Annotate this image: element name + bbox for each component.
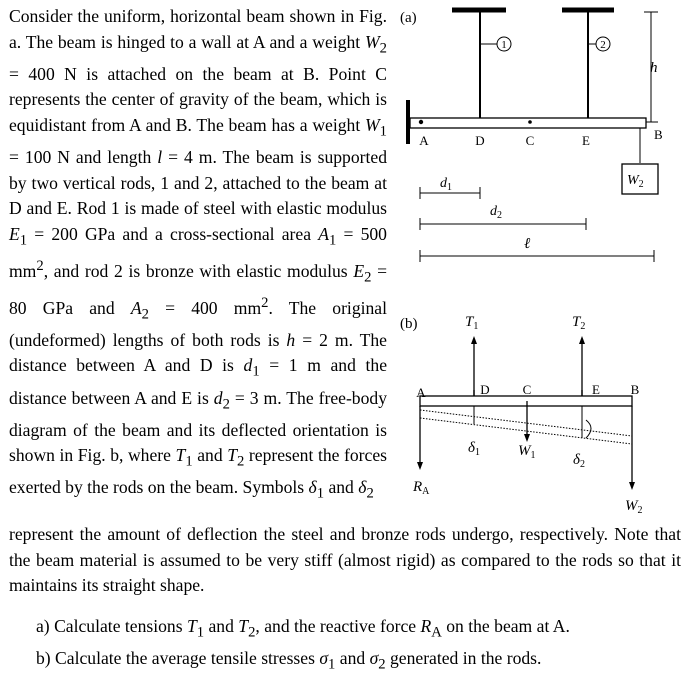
deflected-beam-top xyxy=(420,410,632,436)
delta2-label: $\delta_2$ xyxy=(573,452,585,470)
delta1-label: $\delta_1$ xyxy=(468,440,480,458)
t2-label: $T_2$ xyxy=(572,314,586,332)
rod-1-number: 1 xyxy=(501,39,507,51)
fbd-point-a-label: A xyxy=(416,385,426,400)
t1-label: $T_1$ xyxy=(465,314,479,332)
h-label: h xyxy=(650,60,658,76)
ra-label: $R_A$ xyxy=(413,479,430,497)
deflected-beam-bottom xyxy=(420,418,632,444)
fbd-beam xyxy=(420,396,632,406)
l-label: ℓ xyxy=(524,236,531,252)
d2-label: $d_2$ xyxy=(490,204,502,221)
w1-label: $W_1$ xyxy=(518,443,536,461)
weight-w2-label: $W_2$ xyxy=(627,173,644,190)
point-a-label: A xyxy=(419,133,429,148)
point-e-label: E xyxy=(582,133,590,148)
point-d-label: D xyxy=(475,133,485,148)
fbd-w2-label: $W_2$ xyxy=(625,498,643,516)
fbd-point-d-label: D xyxy=(480,382,490,397)
question-a: a) Calculate tensions $T_1$ and $T_2$, and the reactive force $R_A$ on the beam at A. xyxy=(36,616,570,641)
problem-intro: Consider the uniform, horizontal beam shown in Fig. a. The beam is hinged to a wall at A and a weight $W_2 = 400$ N is attached on the beam at B. Point C represents the center of gravity of the beam, which is equidistant from A and B. The beam has a weight $W_1 = 100$ N and length l = 4 m. The beam is supported by two vertical rods, 1 and 2, attached to the beam at D and E. Rod 1 is made of steel with elastic modulus $E_1 = 200$ GPa and a cross-sectional area $A_1 = 500$ $mm^2$, and rod 2 is bronze with elastic modulus $E_2 = 80$ GPa and $A_2 = 400$ $mm^2$. The original (undeformed) lengths of both rods is h = 2 m. The distance between A and D is $d_1 = 1$ m and the distance between A and E is $d_2 = 3$ m. The free-body diagram of the beam and its deflected orientation is shown in Fig. b, where $T_1$ and $T_2$ represent the forces exerted by the rods on the beam. Symbols $\delta_1$ and $\delta_2$ xyxy=(9,6,388,502)
center-of-gravity-dot xyxy=(528,120,532,124)
figure-a xyxy=(400,10,663,262)
figure-a-label: (a) xyxy=(400,10,417,26)
figure-b xyxy=(400,314,643,516)
point-b-label: B xyxy=(654,127,663,142)
fbd-point-b-label: B xyxy=(630,382,640,397)
question-b: b) Calculate the average tensile stresses $\sigma_1$ and $\sigma_2$ generated in the rods. xyxy=(36,648,542,673)
beam xyxy=(410,118,646,128)
figure-b-label: (b) xyxy=(400,316,418,332)
d1-label: $d_1$ xyxy=(440,176,452,193)
fbd-point-c-label: C xyxy=(522,382,532,397)
fbd-point-e-label: E xyxy=(592,382,600,397)
point-c-label: C xyxy=(525,133,535,148)
rod-2-number: 2 xyxy=(600,39,606,51)
problem-continuation: represent the amount of deflection the steel and bronze rods undergo, respectively. Note that the beam material is assumed to be very stiff (almost rigid) as compared to the rods so that it maintains its straight shape. xyxy=(9,524,681,596)
hinge-pin xyxy=(419,120,423,124)
